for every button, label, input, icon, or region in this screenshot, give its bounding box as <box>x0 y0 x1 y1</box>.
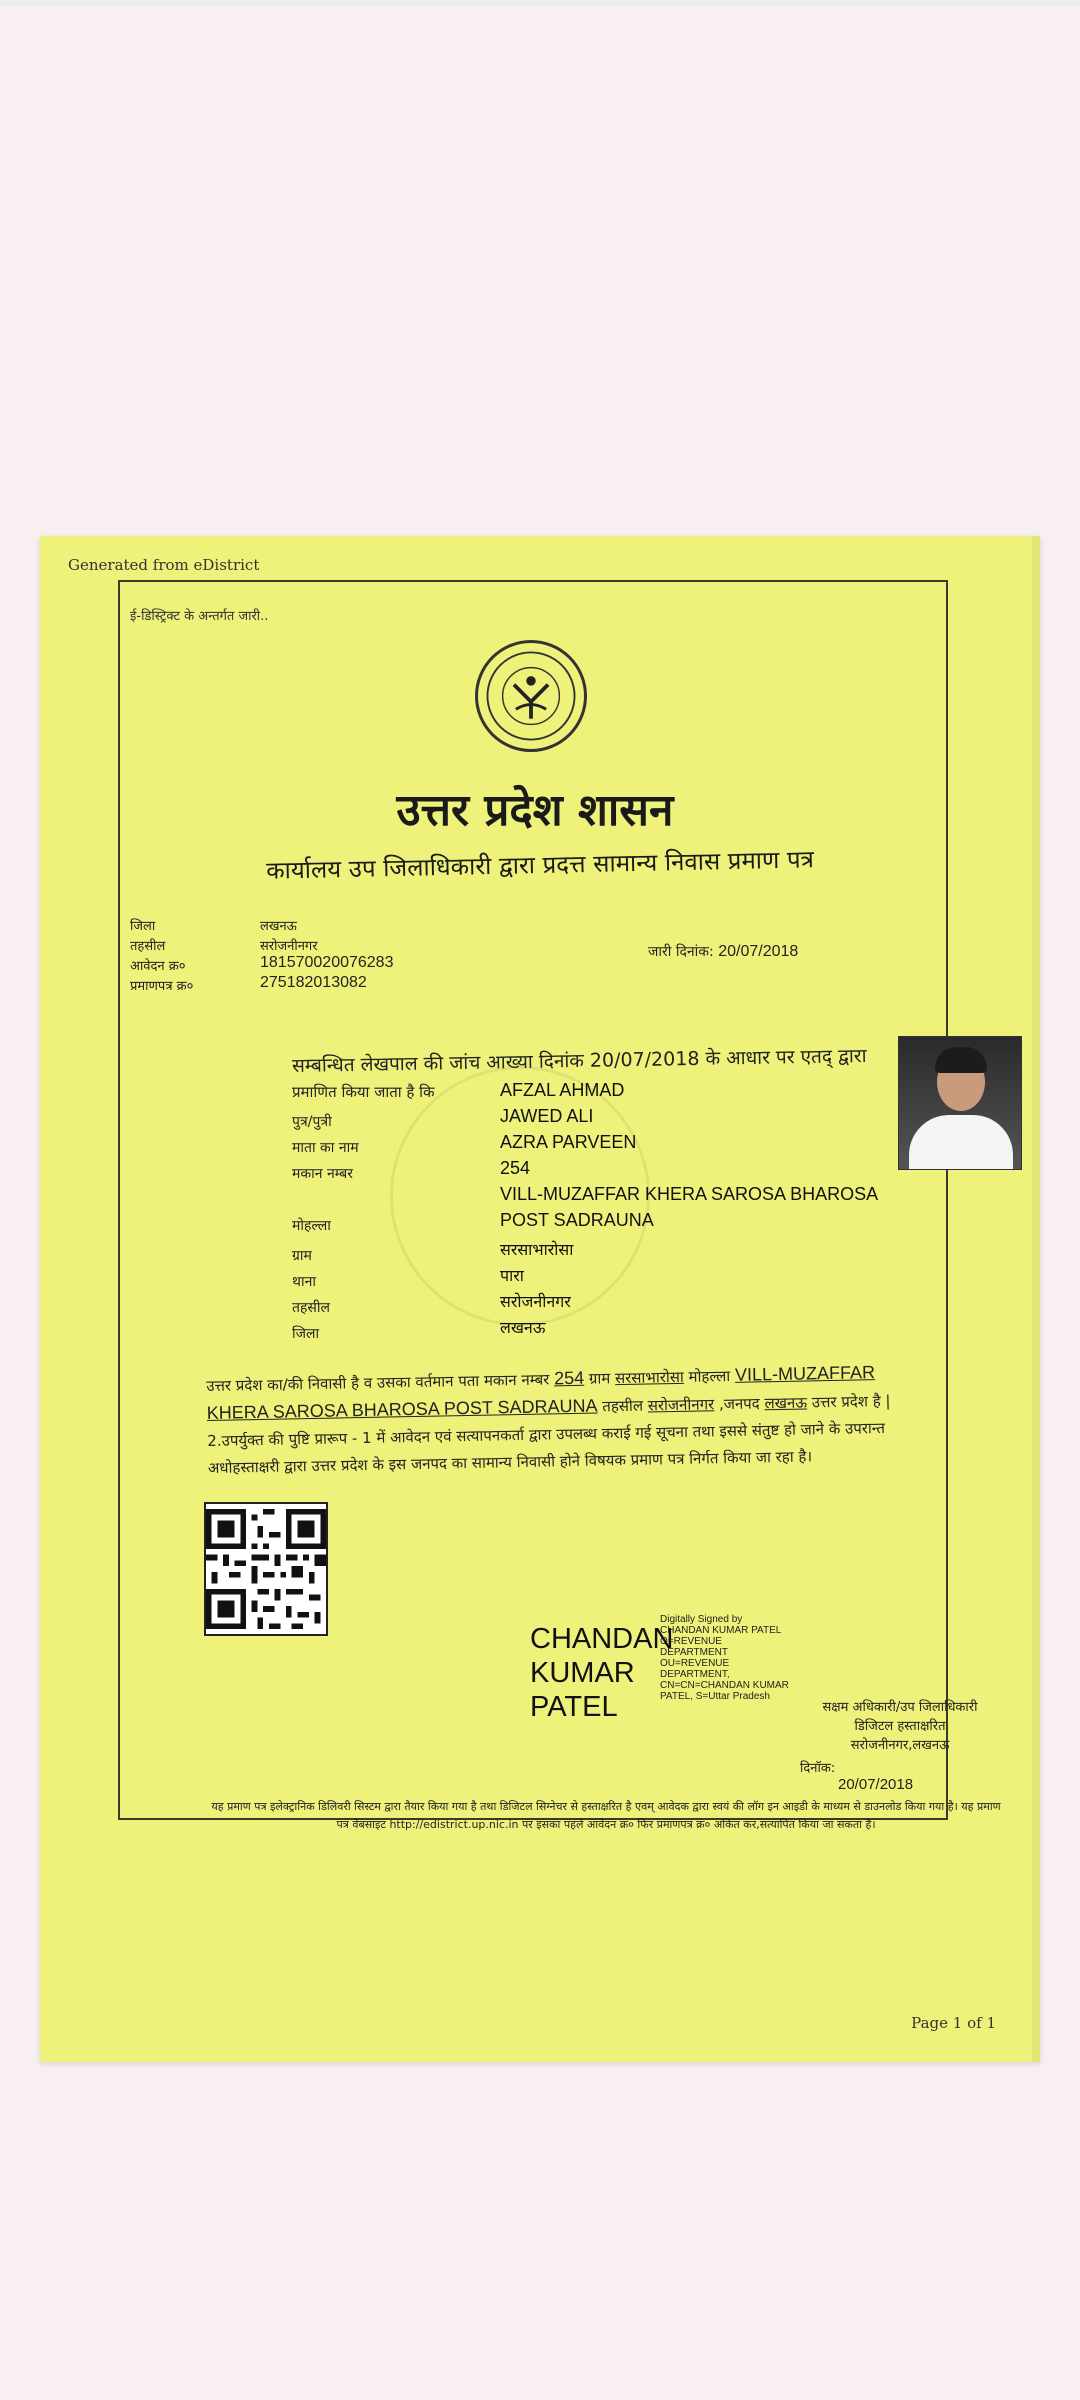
certificate-frame <box>118 580 1001 1831</box>
office-line-1: सक्षम अधिकारी/उप जिलाधिकारी <box>822 1700 978 1715</box>
sign-date <box>800 1758 946 1793</box>
generated-from-label: Generated from eDistrict <box>68 556 260 574</box>
para-mohalla-2: KHERA SAROSA BHAROSA POST SADRAUNA <box>206 1395 598 1423</box>
para-tehsil: सरोजनीनगर <box>647 1395 715 1415</box>
district-label: जिला <box>130 919 156 934</box>
certificate-number: 275182013082 <box>260 974 367 991</box>
signer-name <box>530 1622 673 1724</box>
para-text-3: मोहल्ला <box>688 1366 731 1386</box>
office-line-2: डिजिटल हस्ताक्षरित <box>854 1719 946 1734</box>
district2-label: जिला <box>292 1326 320 1342</box>
applicant-name: AFZAL AHMAD <box>500 1080 625 1100</box>
district2-value: लखनऊ <box>500 1318 546 1337</box>
certificate-title: उत्तर प्रदेश शासन <box>396 785 674 836</box>
page-number: Page 1 of 1 <box>911 2014 996 2032</box>
tehsil-value: सरोजनीनगर <box>260 939 318 954</box>
para-house: 254 <box>553 1367 585 1389</box>
house-number: 254 <box>500 1158 531 1178</box>
application-number: 181570020076283 <box>260 954 394 971</box>
village-label: ग्राम <box>292 1248 312 1264</box>
top-status-strip <box>0 0 1080 6</box>
intro-line-2: प्रमाणित किया जाता है कि <box>292 1083 435 1101</box>
paper-edge <box>1032 536 1040 2062</box>
para-text-2: ग्राम <box>588 1369 611 1388</box>
signer-name-line-1: CHANDAN <box>530 1623 674 1655</box>
application-label: आवेदन क्र० <box>130 959 186 974</box>
para-text-1: उत्तर प्रदेश का/की निवासी है व उसका वर्तमान पता मकान नम्बर <box>206 1370 550 1395</box>
residence-paragraph <box>206 1358 938 1482</box>
tehsil2-value: सरोजनीनगर <box>500 1292 571 1311</box>
tehsil-label: तहसील <box>130 939 166 954</box>
certificate-number-label: प्रमाणपत्र क्र० <box>130 979 194 994</box>
digital-signature-details: Digitally Signed by CHANDAN KUMAR PATEL O=REVENUE DEPARTMENT OU=REVENUE DEPARTMENT, CN=CN=CHANDAN KUMAR PATEL, S=Uttar Pradesh <box>660 1614 789 1702</box>
para-district: लखनऊ <box>764 1393 808 1413</box>
thana-label: थाना <box>292 1274 316 1290</box>
issue-date <box>648 942 798 961</box>
para-line-3: 2.उपर्युक्त की पुष्टि प्रारूप - 1 में आवेदन एवं सत्यापनकर्ता द्वारा उपलब्ध कराई गई सूचना तथा इससे संतुष्ट हो जाने के उपरान्त <box>207 1418 886 1450</box>
sign-date-label: दिनॉक: <box>800 1761 836 1776</box>
para-text-6: उत्तर प्रदेश है | <box>811 1391 891 1412</box>
tehsil2-label: तहसील <box>292 1300 330 1316</box>
father-label: पुत्र/पुत्री <box>292 1114 332 1130</box>
mohalla-value-line-1: VILL-MUZAFFAR KHERA SAROSA BHAROSA <box>500 1184 879 1204</box>
verification-footer: यह प्रमाण पत्र इलेक्ट्रानिक डिलिवरी सिस्टम द्वारा तैयार किया गया है तथा डिजिटल सिग्नेचर से हस्ताक्षरित है एवम् आवेदक द्वारा स्वयं की लॉग इन आइडी के माध्यम से डाउनलोड किया गया है। यह प्रमाण पत्र वेबसाइट http://edistrict.up.nic.in पर इसका पहले आवेदन क्र० फिर प्रमाणपत्र क्र० अंकित कर,सत्यापित किया जा सकता है। <box>211 1800 1001 1831</box>
qr-code <box>204 1502 328 1636</box>
mother-label: माता का नाम <box>292 1140 359 1156</box>
certificate-subtitle: कार्यालय उप जिलाधिकारी द्वारा प्रदत्त सामान्य निवास प्रमाण पत्र <box>265 845 815 885</box>
mohalla-value-line-2: POST SADRAUNA <box>500 1210 654 1230</box>
village-value: सरसाभारोसा <box>500 1240 574 1259</box>
intro-line-1: सम्बन्धित लेखपाल की जांच आख्या दिनांक 20/07/2018 के आधार पर एतद् द्वारा <box>291 1044 867 1077</box>
para-mohalla-1: VILL-MUZAFFAR <box>734 1362 876 1385</box>
issuing-office <box>800 1698 1000 1755</box>
edistrict-note: ई-डिस्ट्रिक्ट के अन्तर्गत जारी.. <box>130 609 269 624</box>
mohalla-label: मोहल्ला <box>292 1218 331 1234</box>
signer-name-line-3: PATEL <box>530 1691 618 1723</box>
sign-date-value: 20/07/2018 <box>838 1776 914 1793</box>
district-value: लखनऊ <box>260 919 297 934</box>
up-government-emblem-icon <box>475 640 587 752</box>
para-village: सरसाभारोसा <box>614 1367 684 1388</box>
issue-date-value: 20/07/2018 <box>718 943 799 960</box>
office-line-3: सरोजनीनगर,लखनऊ <box>850 1738 950 1753</box>
mother-name: AZRA PARVEEN <box>500 1132 637 1152</box>
thana-value: पारा <box>500 1266 524 1285</box>
applicant-photo <box>898 1036 1022 1170</box>
para-line-4: अधोहस्ताक्षरी द्वारा उत्तर प्रदेश के इस जनपद का सामान्य निवासी होने विषयक प्रमाण पत्र निर्गत किया जा रहा है। <box>207 1447 813 1477</box>
para-text-5: ,जनपद <box>718 1394 760 1414</box>
issue-date-label: जारी दिनांक: <box>648 944 714 960</box>
signer-name-line-2: KUMAR <box>530 1657 635 1689</box>
house-label: मकान नम्बर <box>292 1166 354 1182</box>
certificate-paper <box>40 536 1040 2062</box>
father-name: JAWED ALI <box>500 1106 594 1126</box>
para-text-4: तहसील <box>602 1396 644 1416</box>
